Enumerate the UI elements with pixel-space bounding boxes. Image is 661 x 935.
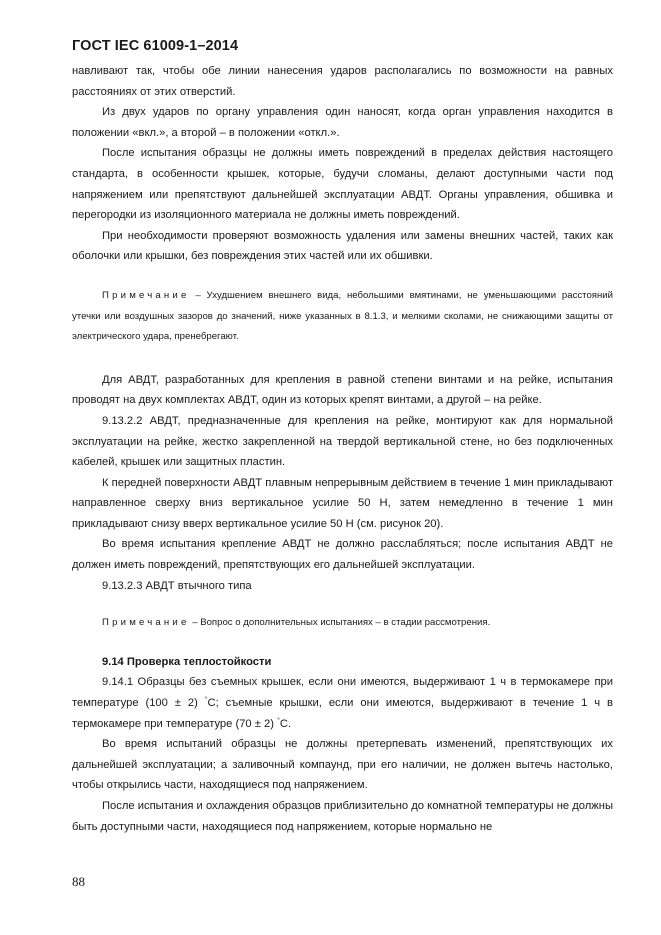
note-label: Примечание [102, 289, 190, 301]
section-heading: 9.14 Проверка теплостойкости [102, 655, 272, 668]
paragraph-text: С; съемные крышки, если они имеются, выдерживают в течение 1 ч в термокамере при температуре (70 ± 2) [72, 697, 614, 730]
document-header: ГОСТ IEC 61009-1–2014 [72, 38, 239, 54]
note-text: – Вопрос о дополнительных испытаниях – в стадии рассмотрения. [189, 617, 491, 629]
paragraph: При необходимости проверяют возможность удаления или замены внешних частей, таких как оболочки или крышки, без повреждения этих частей или их обшивки. [72, 229, 613, 263]
paragraph: Во время испытания крепление АВДТ не должно расслабляться; после испытания АВДТ не должен иметь повреждений, препятствующих его дальнейшей эксплуатации. [72, 538, 613, 572]
degree-sign: ° [277, 716, 280, 724]
document-body [72, 61, 613, 837]
paragraph: К передней поверхности АВДТ плавным непрерывным действием в течение 1 мин прикладывают направленное сверху вниз вертикальное усилие 50 Н, затем немедленно в течение 1 мин прикладывают снизу вверх вертикальное усилие 50 Н (см. рисунок 20). [72, 476, 613, 530]
paragraph: навливают так, чтобы обе линии нанесения ударов располагались по возможности на равных расстояниях от этих отверстий. [72, 65, 613, 98]
paragraph: 9.13.2.3 АВДТ втычного типа [102, 579, 252, 592]
note [72, 613, 613, 634]
page-number: 88 [72, 874, 85, 889]
paragraph: Во время испытаний образцы не должны претерпевать изменений, препятствующих их дальнейшей эксплуатации; а заливочный компаунд, при его наличии, не должен вытечь настолько, чтобы открылись части, находящиеся под напряжением. [72, 738, 613, 792]
paragraph: После испытания и охлаждения образцов приблизительно до комнатной температуры не должны быть доступными части, находящиеся под напряжением, которые нормально не [72, 800, 613, 833]
note-label: Примечание [102, 617, 190, 629]
paragraph-text: С. [279, 717, 292, 730]
paragraph-text: 9.14.1 Образцы без съемных крышек, если они имеются, выдерживают 1 ч в термокамере при температуре (100 ± 2) [72, 676, 613, 710]
note-text: – Ухудшением внешнего вида, небольшими вмятинами, не уменьшающими расстояний утечки или воздушных зазоров до значений, ниже указанных в 8.1.3, и мелкими сколами, не снижающими защиты от электрического удара, пренебрегают. [72, 289, 613, 343]
paragraph: 9.13.2.2 АВДТ, предназначенные для крепления на рейке, монтируют как для нормальной эксплуатации на рейке, жестко закрепленной на твердой вертикальной стене, но без подключенных кабелей, крышек или защитных пластин. [72, 414, 613, 469]
paragraph: После испытания образцы не должны иметь повреждений в пределах действия настоящего стандарта, в особенности крышек, которые, будучи сломаны, делают доступными части под напряжением или препятствуют дальнейшей эксплуатации АВДТ. Органы управления, обшивка и перегородки из изоляционного материала не должны иметь повреждений. [72, 147, 613, 222]
paragraph: Для АВДТ, разработанных для крепления в равной степени винтами и на рейке, испытания проводят на двух комплектах АВДТ, один из которых крепят винтами, а другой – на рейке. [72, 373, 613, 407]
note [72, 286, 613, 348]
degree-sign: ° [204, 696, 208, 704]
paragraph [72, 672, 613, 734]
paragraph: Из двух ударов по органу управления один наносят, когда орган управления находится в положении «вкл.», а второй – в положении «откл.». [72, 106, 613, 139]
